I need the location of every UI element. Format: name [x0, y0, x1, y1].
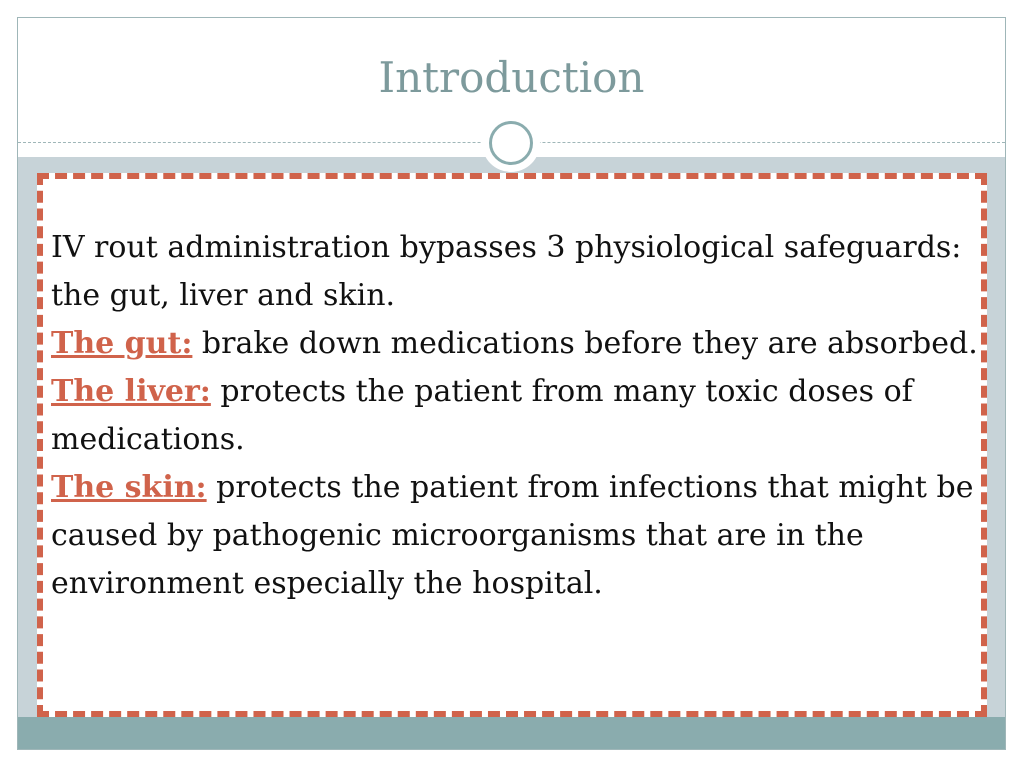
skin-term: The skin: [51, 470, 207, 505]
body-text [51, 224, 981, 608]
gut-paragraph [51, 320, 981, 368]
footer-band [18, 717, 1005, 749]
skin-paragraph [51, 464, 981, 608]
skin-description: protects the patient from infections that might be caused by pathogenic microorganisms that are in the environment especially the hospital. [51, 470, 974, 601]
liver-paragraph [51, 368, 981, 464]
gut-description: brake down medications before they are absorbed. [192, 326, 978, 361]
ornament-ring-icon [489, 121, 533, 165]
liver-term: The liver: [51, 374, 211, 409]
slide-title: Introduction [378, 53, 645, 102]
gut-term: The gut: [51, 326, 193, 361]
intro-paragraph: IV rout administration bypasses 3 physiological safeguards: the gut, liver and skin. [51, 230, 962, 313]
liver-description: protects the patient from many toxic doses of medications. [51, 374, 913, 457]
